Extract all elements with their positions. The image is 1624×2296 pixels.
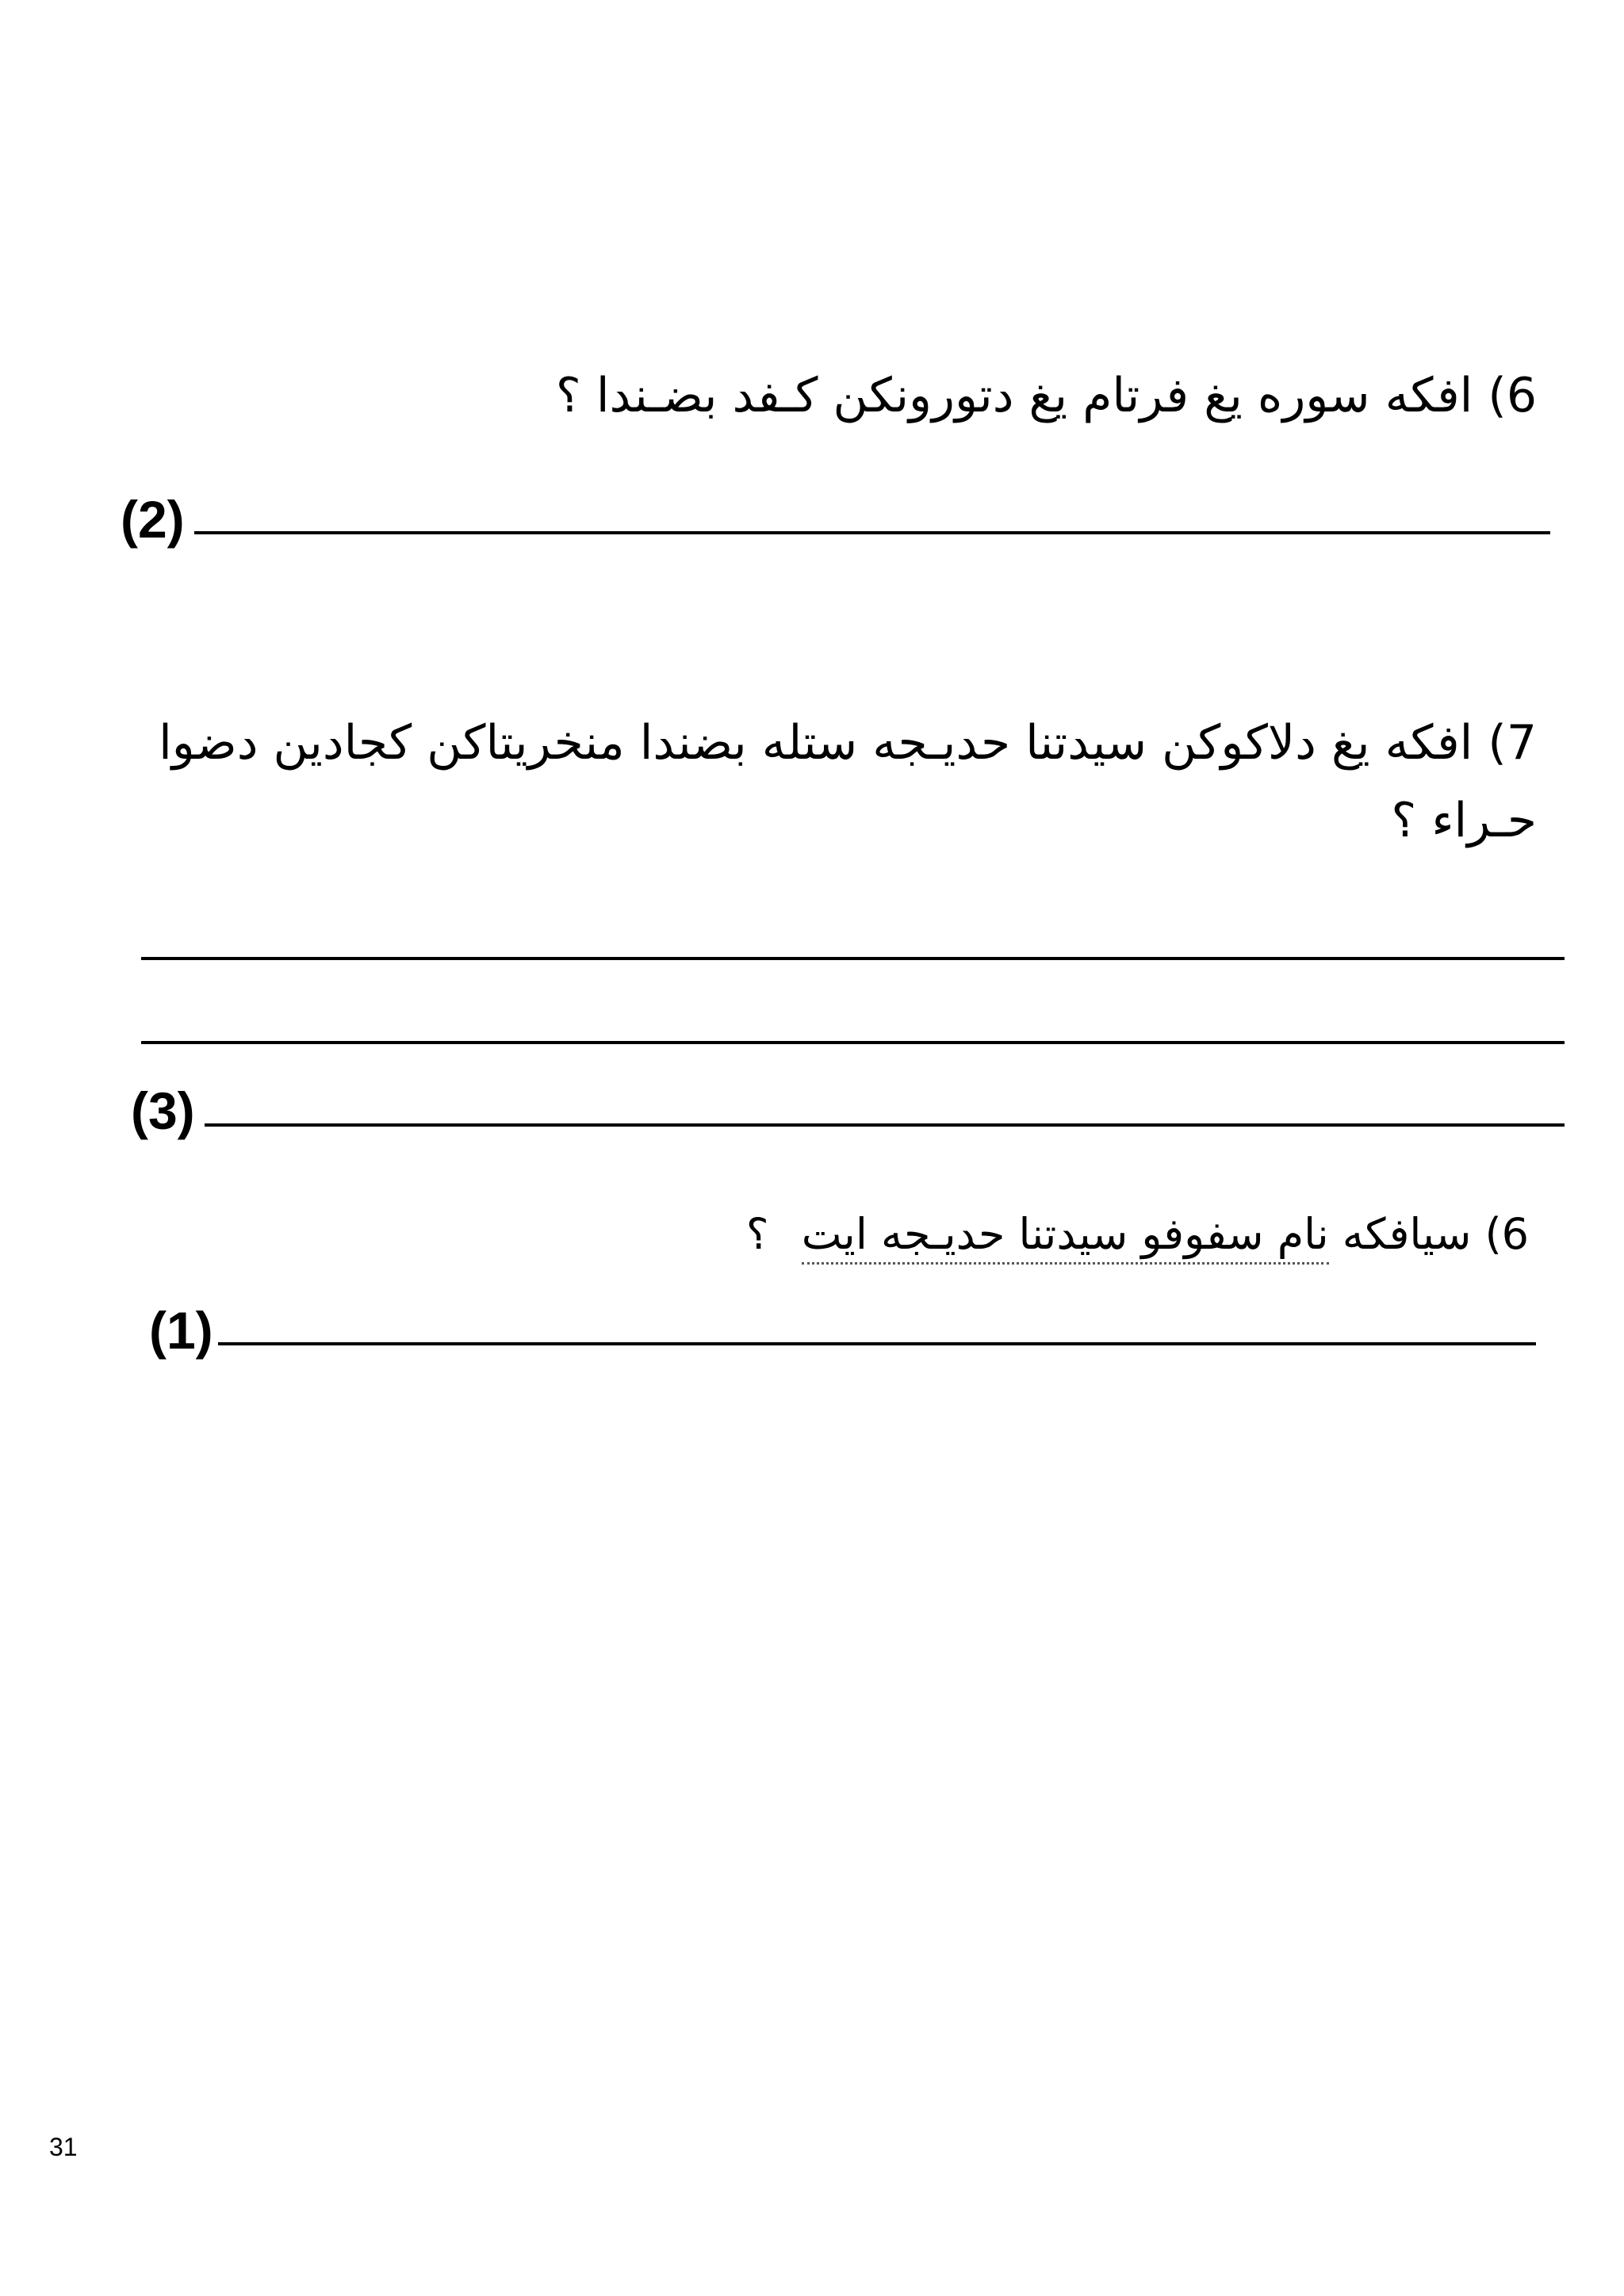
question-6b-number: 6) [1484,1209,1529,1259]
question-6-marks: (2) [121,490,185,549]
question-6-body: افكه سوره يغ فرتام يغ دتورونكن كـفد بضـندا ؟ [555,368,1473,423]
question-6-number: 6) [1488,368,1537,423]
question-7-line-2: حـراء ؟ [1391,793,1537,848]
question-7-number: 7) [1488,715,1537,771]
question-6b-marks: (1) [149,1301,213,1360]
page-number: 31 [49,2133,78,2161]
answer-line-q6b[interactable] [218,1342,1536,1345]
question-7-marks: (3) [131,1081,195,1140]
answer-line-q6[interactable] [194,531,1550,534]
answer-line-q7-3[interactable] [205,1123,1565,1127]
question-7-text [109,708,1537,855]
question-7-line-1 [109,708,1537,778]
answer-line-q7-2[interactable] [141,1041,1565,1044]
question-6b-body-1: سيافكه [1342,1209,1472,1259]
question-7-body-1: افكه يغ دلاكوكن سيدتنا حديـجه ستله بضندا منخريتاكن كجادين دضوا [159,715,1473,771]
question-6-text [556,361,1537,430]
question-6b-text [746,1200,1529,1269]
question-6b-body-2: نام سفوفو سيدتنا حديـجه ايت [802,1209,1329,1265]
question-6b-question-mark: ؟ [745,1209,769,1259]
answer-line-q7-1[interactable] [141,957,1565,960]
